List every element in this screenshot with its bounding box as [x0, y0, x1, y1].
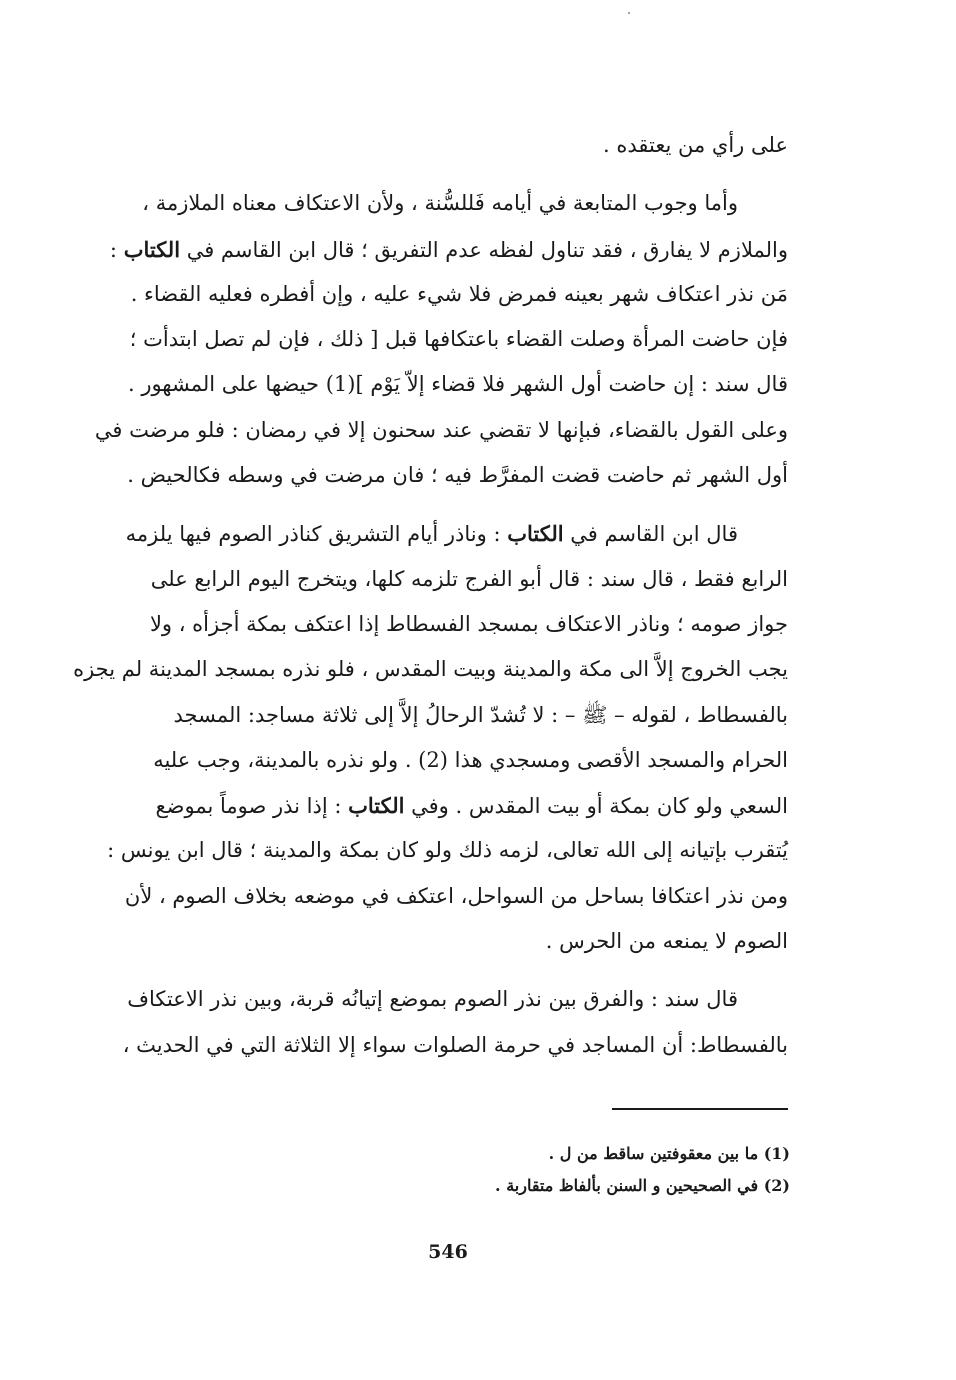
- footnotes: [330, 1138, 790, 1202]
- text-line: وعلى القول بالقضاء، فبإنها لا تقضي عند سحنون إلا في رمضان : فلو مرضت في: [94, 417, 788, 442]
- text-line: والملازم لا يفارق ، فقد تناول لفظه عدم التفريق ؛ قال ابن القاسم في الكتاب :: [109, 236, 788, 262]
- footnote-separator: [612, 1108, 788, 1110]
- text-line: بالفسطاط: أن المساجد في حرمة الصلوات سواء إلا الثلاثة التي في الحديث ،: [122, 1032, 788, 1057]
- text-line: الرابع فقط ، قال سند : قال أبو الفرج تلزمه كلها، ويتخرج اليوم الرابع على: [150, 566, 788, 591]
- text-line: مَن نذر اعتكاف شهر بعينه فمرض فلا شيء عليه ، وإن أفطره فعليه القضاء .: [130, 281, 788, 306]
- text-line: السعي ولو كان بمكة أو بيت المقدس . وفي الكتاب : إذا نذر صوماً بموضع: [155, 793, 788, 819]
- text-line: الحرام والمسجد الأقصى ومسجدي هذا (2) . ولو نذره بالمدينة، وجب عليه: [153, 747, 788, 772]
- text-line: على رأي من يعتقده .: [603, 133, 788, 157]
- text-line: يجب الخروج إلاَّ الى مكة والمدينة وبيت المقدس ، فلو نذره بمسجد المدينة لم يجزه: [73, 657, 788, 682]
- paragraph: [118, 123, 788, 168]
- book-reference: الكتاب: [123, 236, 181, 262]
- text-line: قال ابن القاسم في الكتاب : وناذر أيام التشريق كناذر الصوم فيها يلزمه: [125, 521, 738, 547]
- footnote-1: (1) ما بين معقوفتين ساقط من ل .: [548, 1144, 790, 1163]
- text-line: بالفسطاط ، لقوله – ﷺ – : لا تُشدّ الرحالُ إلاَّ إلى ثلاثة مساجد: المسجد: [173, 702, 788, 727]
- text-line: الصوم لا يمنعه من الحرس .: [545, 929, 788, 954]
- text-line: وأما وجوب المتابعة في أيامه فَللسُّنة ، ولأن الاعتكاف معناه الملازمة ،: [142, 191, 738, 216]
- page-number: 546: [428, 1241, 468, 1263]
- body-text: [73, 123, 788, 1068]
- paragraph: [94, 181, 788, 498]
- text-line: قال سند : إن حاضت أول الشهر فلا قضاء إلاّ يَوْم ](1) حيضها على المشهور .: [127, 372, 788, 397]
- book-reference: الكتاب: [507, 521, 564, 547]
- scan-speck: [628, 12, 630, 14]
- footnote-2: (2) في الصحيحين و السنن بألفاظ متقاربة .: [495, 1176, 790, 1195]
- text-line: يُتقرب بإتيانه إلى الله تعالى، لزمه ذلك ولو كان بمكة والمدينة ؛ قال ابن يونس :: [107, 838, 788, 863]
- text-line: ومن نذر اعتكافا بساحل من السواحل، اعتكف في موضعه بخلاف الصوم ، لأن: [124, 883, 788, 908]
- book-reference: الكتاب: [348, 793, 405, 819]
- text-line: جواز صومه ؛ وناذر الاعتكاف بمسجد الفسطاط إذا اعتكف بمكة أجزأه ، ولا: [149, 611, 788, 636]
- text-line: قال سند : والفرق بين نذر الصوم بموضع إتيانُه قربة، وبين نذر الاعتكاف: [127, 987, 738, 1012]
- paragraph: [118, 977, 788, 1068]
- text-line: أول الشهر ثم حاضت قضت المفرَّط فيه ؛ فان مرضت في وسطه فكالحيض .: [127, 463, 788, 488]
- text-line: فإن حاضت المرأة وصلت القضاء باعتكافها قبل [ ذلك ، فإن لم تصل ابتدأت ؛: [129, 327, 788, 352]
- paragraph: [73, 511, 788, 964]
